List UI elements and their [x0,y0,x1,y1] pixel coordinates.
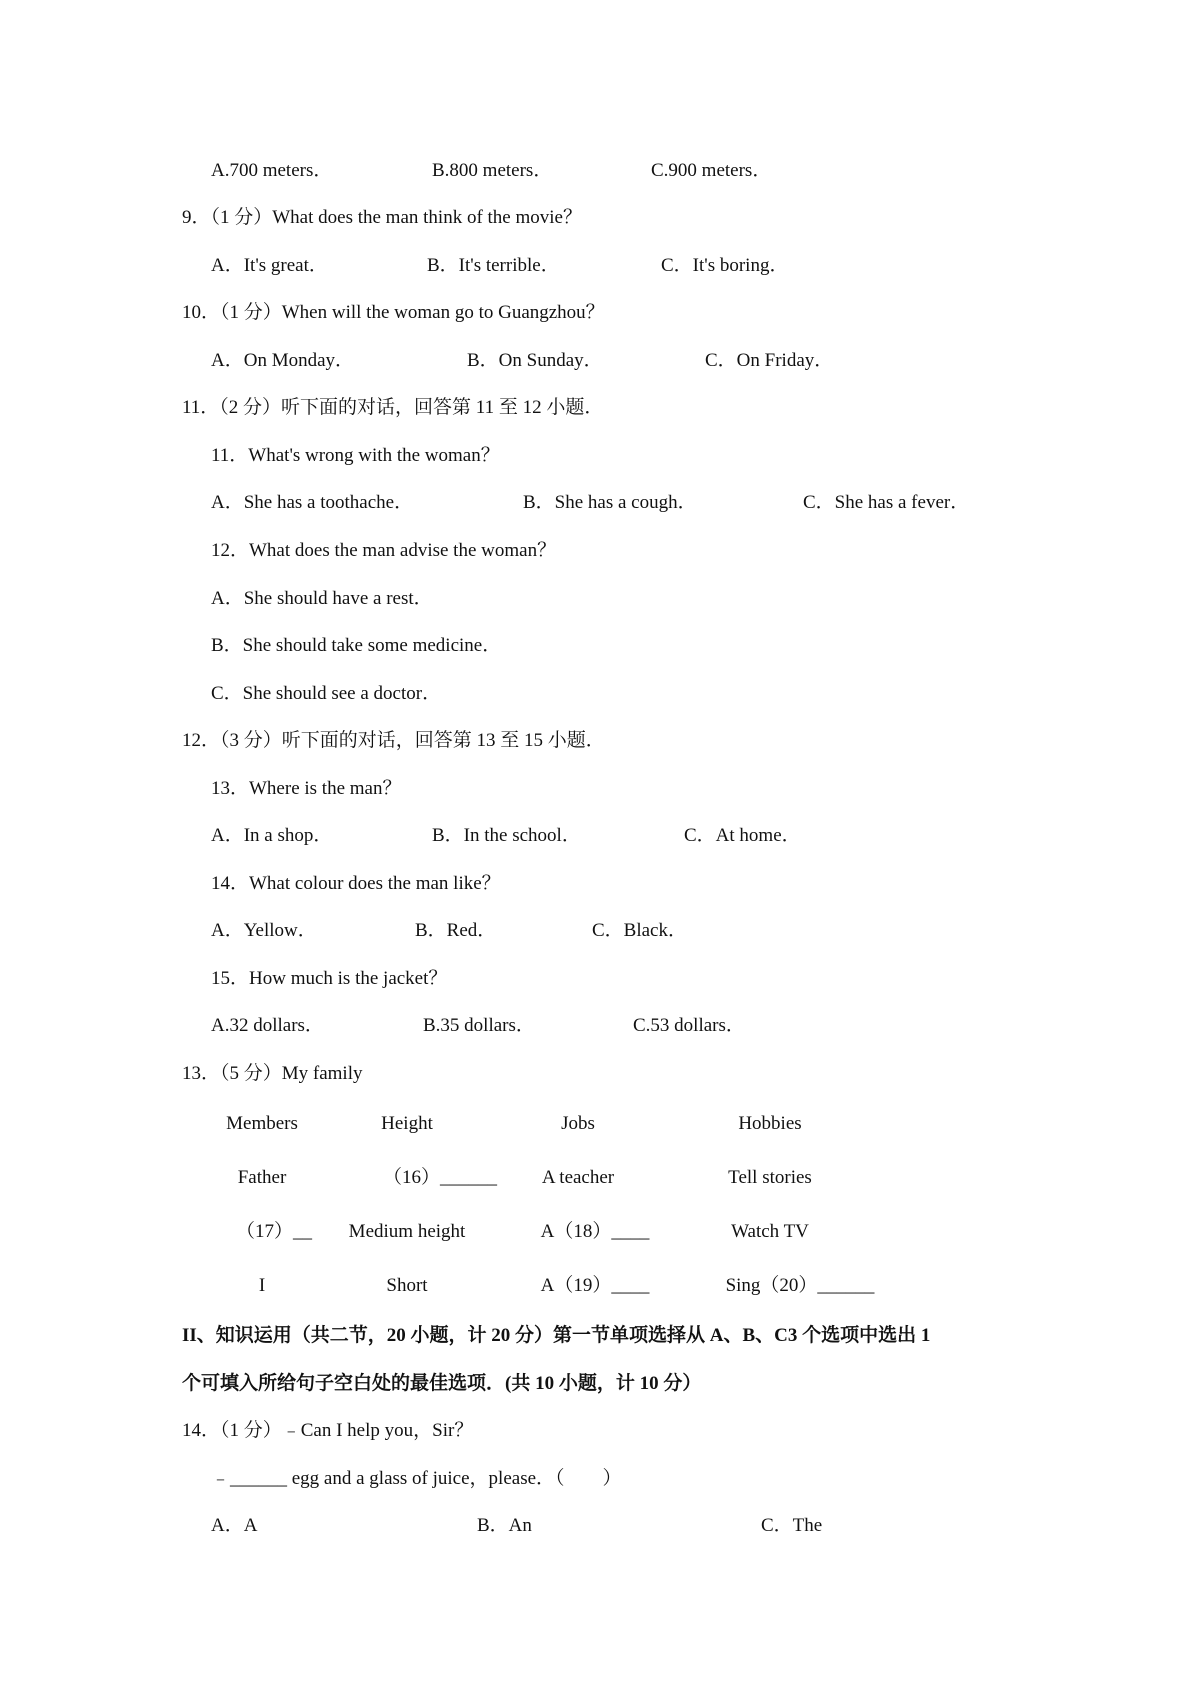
q11-stem: 11．（2 分）听下面的对话，回答第 11 至 12 小题． [182,397,604,418]
sub12-option-c: C．She should see a doctor． [211,683,442,704]
q12-sub14-stem: 14．What colour does the man like？ [211,873,501,894]
table-cell: Medium height [348,1221,466,1242]
q11-sub11-stem: 11．What's wrong with the woman？ [211,445,500,466]
q10-option-a: A．On Monday． [211,350,355,371]
table-cell: Watch TV [731,1221,809,1242]
q9-option-b: B．It's terrible． [427,255,560,276]
q9-option-c: C．It's boring． [661,255,789,276]
table-cell: I [258,1275,266,1296]
sub11-option-c: C．She has a fever． [803,492,970,513]
section-2-heading-line2: 个可填入所给句子空白处的最佳选项．(共 10 小题，计 10 分） [182,1373,702,1394]
q8-option-b: B.800 meters． [432,160,553,181]
table-cell: A（19）____ [540,1275,650,1296]
header-members: Members [226,1113,298,1134]
table-cell: Tell stories [728,1167,812,1188]
q10-stem: 10．（1 分）When will the woman go to Guangzhou？ [182,302,605,323]
table-cell: A（18）____ [540,1221,650,1242]
sub13-option-a: A．In a shop． [211,825,333,846]
q8-option-c: C.900 meters． [651,160,772,181]
sub12-option-a: A．She should have a rest． [211,588,433,609]
sub15-option-b: B.35 dollars． [423,1015,535,1036]
q10-option-c: C．On Friday． [705,350,834,371]
table-cell: Sing（20）______ [725,1275,875,1296]
table-cell: Father [237,1167,287,1188]
sub14-option-b: B．Red． [415,920,497,941]
table-cell: Short [386,1275,428,1296]
sub13-option-b: B．In the school． [432,825,581,846]
q14-option-b: B．An [477,1515,532,1536]
q11-sub12-stem: 12．What does the man advise the woman？ [211,540,557,561]
table-cell: A teacher [541,1167,615,1188]
q12-stem: 12．（3 分）听下面的对话，回答第 13 至 15 小题． [182,730,605,751]
sub14-option-c: C．Black． [592,920,687,941]
q12-sub15-stem: 15．How much is the jacket？ [211,968,448,989]
sub13-option-c: C．At home． [684,825,801,846]
header-hobbies: Hobbies [738,1113,802,1134]
header-height: Height [381,1113,433,1134]
table-cell: （17）__ [235,1221,313,1242]
q8-option-a: A.700 meters． [211,160,333,181]
q14-dialog-line: ﹣______ egg and a glass of juice，please．（ ） [211,1468,622,1489]
q13-stem: 13．（5 分）My family [182,1063,363,1084]
q12-sub13-stem: 13．Where is the man？ [211,778,402,799]
sub11-option-b: B．She has a cough． [523,492,697,513]
q14-option-c: C．The [761,1515,823,1536]
q10-option-b: B．On Sunday． [467,350,603,371]
sub11-option-a: A．She has a toothache． [211,492,414,513]
q14-stem: 14．（1 分）﹣Can I help you，Sir？ [182,1420,474,1441]
sub12-option-b: B．She should take some medicine． [211,635,502,656]
q9-stem: 9．（1 分）What does the man think of the movie？ [182,207,582,228]
sub15-option-c: C.53 dollars． [633,1015,745,1036]
section-2-heading-line1: II、知识运用（共二节，20 小题，计 20 分）第一节单项选择从 A、B、C3 个选项中选出 1 [182,1325,931,1346]
table-cell: （16）______ [382,1167,498,1188]
header-jobs: Jobs [561,1113,595,1134]
q14-option-a: A．A [211,1515,258,1536]
sub15-option-a: A.32 dollars． [211,1015,324,1036]
q9-option-a: A．It's great． [211,255,328,276]
sub14-option-a: A．Yellow． [211,920,317,941]
